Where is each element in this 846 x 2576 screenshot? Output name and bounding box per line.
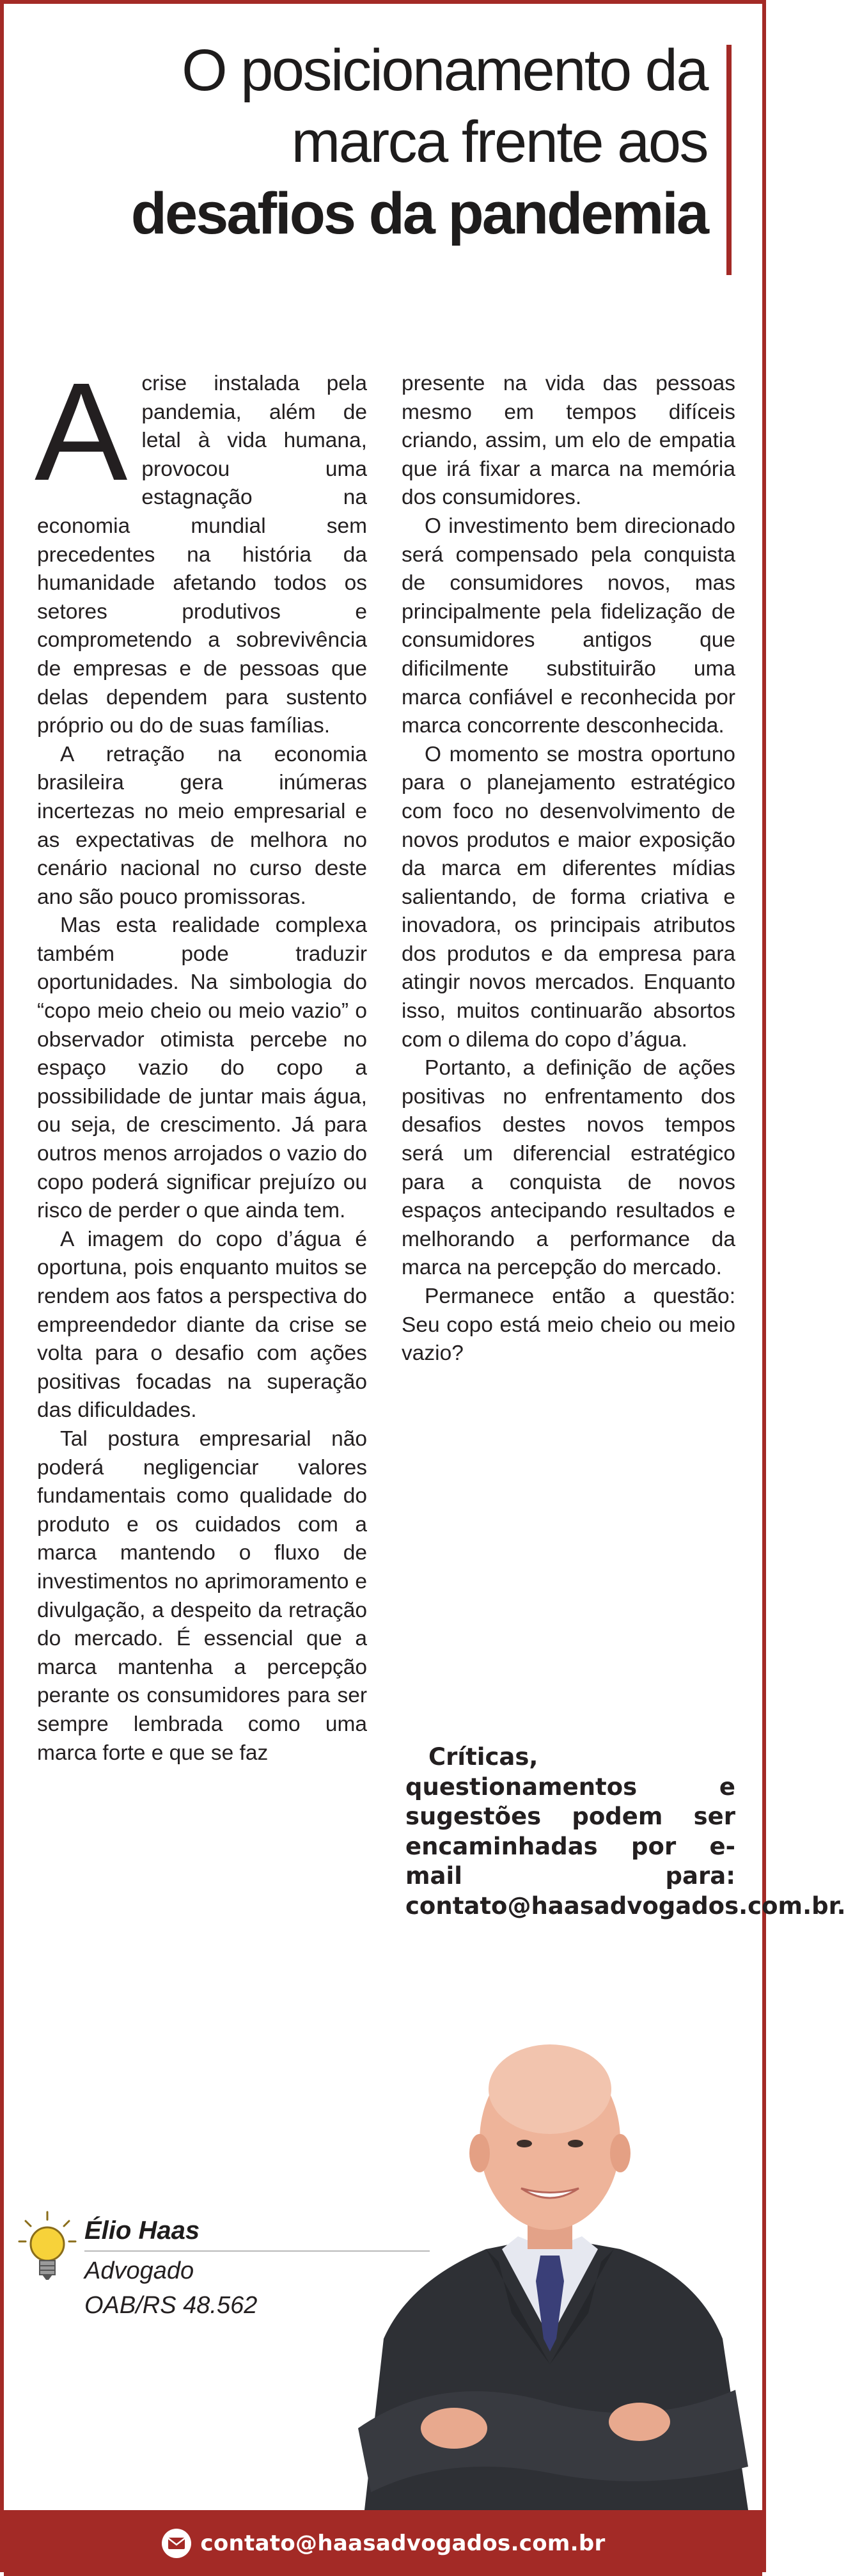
article-paragraph: A retração na economia brasileira gera inúmeras incertezas no meio empresarial e as expectativas de melhora no cenário nacional no curso deste ano são pouco promissoras. [37, 742, 367, 909]
headline-line-3: desafios da pandemia [130, 181, 707, 246]
headline-line-2: marca frente aos [291, 109, 707, 175]
article-paragraph: Portanto, a definição de ações positivas no enfrentamento dos desafios destes novos tempos será um diferencial estratégico para a conquista de novos espaços antecipando resultados e melhorando a performance da marca na percepção do mercado. [402, 1056, 735, 1280]
author-name: Élio Haas [84, 2216, 200, 2245]
author-divider [84, 2250, 430, 2252]
contact-callout: Críticas, questionamentos e sugestões podem ser encaminhadas por e-mail para: contato@haasadvogados.com.br. [405, 1743, 846, 1920]
headline-line-1: O posicionamento da [182, 38, 707, 103]
article-column-right [402, 370, 735, 1368]
footer-contact [161, 2527, 605, 2559]
lightbulb-icon [17, 2209, 78, 2289]
article-paragraph: A imagem do copo d’água é oportuna, pois enquanto muitos se rendem aos fatos a perspectiva do empreendedor diante da crise se volta para o desafio com ações positivas focadas na superação das dificuldades. [37, 1227, 367, 1423]
article-paragraph: Mas esta realidade complexa também pode traduzir oportunidades. Na simbologia do “copo meio cheio ou meio vazio” o observador otimista percebe no espaço vazio do copo a possibilidade de juntar mais água, ou seja, de crescimento. Já para outros menos arrojados o vazio do copo poderá significar prejuízo ou risco de perder o que ainda tem. [37, 913, 367, 1223]
article-paragraph-text: crise instalada pela pandemia, além de letal à vida humana, provocou uma estagnação na economia mundial sem precedentes na história da humanidade afetando todos os setores produtivos e comprometendo a sobrevivência de empresas e de pessoas que delas dependem para sustento próprio ou do de suas famílias. [37, 372, 367, 738]
mail-icon [161, 2527, 192, 2559]
author-portrait [339, 1980, 755, 2510]
headline-accent-bar [726, 45, 732, 275]
article-column-left [35, 354, 367, 1767]
footer-email-link[interactable]: contato@haasadvogados.com.br [200, 2530, 606, 2556]
article-paragraph [35, 354, 367, 741]
author-registration: OAB/RS 48.562 [84, 2292, 258, 2319]
drop-cap: A [35, 354, 128, 510]
article-paragraph: Tal postura empresarial não poderá negligenciar valores fundamentais como qualidade do produto e os cuidados com a marca mantendo o fluxo de investimentos no aprimoramento e divulgação, a despeito da retração do mercado. É essencial que a marca mantenha a percepção perante os consumidores para ser sempre lembrada como uma marca forte e que se faz [37, 1426, 367, 1765]
author-role: Advogado [84, 2257, 194, 2284]
headline [29, 35, 707, 249]
article-paragraph: O momento se mostra oportuno para o planejamento estratégico com foco no desenvolvimento de novos produtos e maior exposição da marca em diferentes mídias salientando, de forma criativa e inovadora, os principais atributos dos produtos e da empresa para atingir novos mercados. Enquanto isso, muitos continuarão absortos com o dilema do copo d’água. [402, 742, 735, 1052]
article-paragraph: presente na vida das pessoas mesmo em tempos difíceis criando, assim, um elo de empatia que irá fixar a marca na memória dos consumidores. [402, 372, 735, 510]
footer-bar [4, 2510, 762, 2576]
article-paragraph: O investimento bem direcionado será compensado pela conquista de consumidores novos, mas principalmente pela fidelização de consumidores antigos que dificilmente substituirão uma marca confiável e reconhecida por marca concorrente desconhecida. [402, 514, 735, 738]
article-paragraph: Permanece então a questão: Seu copo está meio cheio ou meio vazio? [402, 1284, 735, 1366]
